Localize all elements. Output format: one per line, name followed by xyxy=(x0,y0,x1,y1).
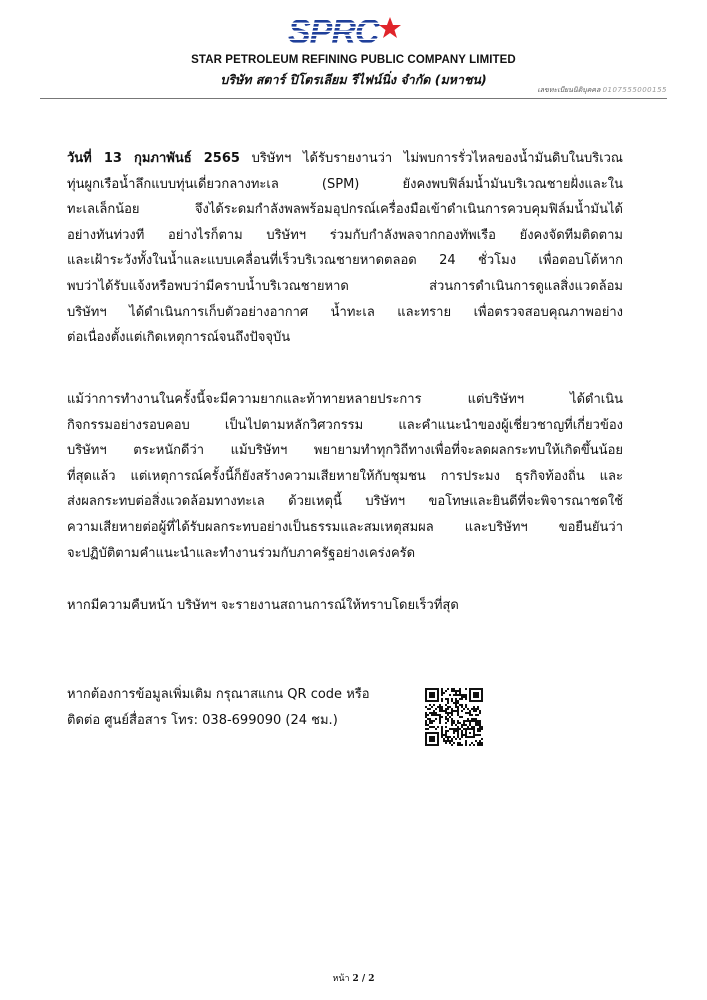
registration-number: 0107555000155 xyxy=(602,86,667,94)
paragraph-status-update xyxy=(67,146,623,351)
company-name-th: บริษัท สตาร์ ปิโตรเลียม รีไฟน์นิ่ง จำกัด (มหาชน) xyxy=(220,72,487,87)
sprc-logo xyxy=(286,12,418,52)
page-count: 2 / 2 xyxy=(352,974,375,984)
paragraph-line: พบว่าได้รับแจ้งหรือพบว่ามีคราบน้ำบริเวณชายหาด ส่วนการดำเนินการดูแลสิ่งแวดล้อม xyxy=(67,278,623,294)
paragraph-line: และเฝ้าระวังทั้งในน้ำและแบบเคลื่อนที่เร็วบริเวณชายหาดตลอด 24 ชั่วโมง เพื่อตอบโต้หาก xyxy=(67,253,623,269)
star-icon xyxy=(379,17,401,38)
paragraph-line: แม้ว่าการทำงานในครั้งนี้จะมีความยากและท้าทายหลายประการ แต่บริษัทฯ ได้ดำเนิน xyxy=(67,392,623,407)
paragraph-line: ส่งผลกระทบต่อสิ่งแวดล้อมทางทะเล ด้วยเหตุนี้ บริษัทฯ ขอโทษและยินดีที่จะพิจารณาชดใช้ xyxy=(67,494,623,510)
logo-text: SPRC xyxy=(288,13,379,51)
paragraph-line: ความเสียหายต่อผู้ที่ได้รับผลกระทบอย่างเป็นธรรมและสมเหตุสมผล และบริษัทฯ ขอยืนยันว่า xyxy=(67,519,623,535)
paragraph-line: ต่อเนื่องตั้งแต่เกิดเหตุการณ์จนถึงปัจจุบัน xyxy=(67,330,291,346)
page-number xyxy=(0,971,707,985)
contact-line: ติดต่อ ศูนย์สื่อสาร โทร: 038-699090 (24 ชม.) xyxy=(67,712,338,728)
paragraph-line: หากมีความคืบหน้า บริษัทฯ จะรายงานสถานการณ์ให้ทราบโดยเร็วที่สุด xyxy=(67,598,459,613)
paragraph-line: บริษัทฯ ได้ดำเนินการเก็บตัวอย่างอากาศ น้ำทะเล และทราย เพื่อตรวจสอบคุณภาพอย่าง xyxy=(67,304,623,320)
report-date: วันที่ 13 กุมภาพันธ์ 2565 xyxy=(67,151,240,166)
paragraph-line: ทุ่นผูกเรือน้ำลึกแบบทุ่นเดี่ยวกลางทะเล (SPM) ยังคงพบฟิล์มน้ำมันบริเวณชายฝั่งและใน xyxy=(67,176,623,192)
registration-row xyxy=(537,85,667,96)
paragraph-line: อย่างทันท่วงที อย่างไรก็ตาม บริษัทฯ ร่วมกับกำลังพลจากกองทัพเรือ ยังคงจัดทีมติดตาม xyxy=(67,227,623,243)
paragraph-line: จะปฏิบัติตามคำแนะนำและทำงานร่วมกับภาครัฐอย่างเคร่งครัด xyxy=(67,545,416,561)
contact-line: หากต้องการข้อมูลเพิ่มเติม กรุณาสแกน QR code หรือ xyxy=(67,687,370,702)
company-name-en: STAR PETROLEUM REFINING PUBLIC COMPANY LIMITED xyxy=(191,54,516,66)
paragraph-line: กิจกรรมอย่างรอบคอบ เป็นไปตามหลักวิศวกรรม และคำแนะนำของผู้เชี่ยวชาญที่เกี่ยวข้อง xyxy=(67,417,623,433)
paragraph-apology xyxy=(67,387,623,566)
paragraph-line: ทะเลเล็กน้อย จึงได้ระดมกำลังพลพร้อมอุปกรณ์เครื่องมือเข้าดำเนินการควบคุมฟิล์มน้ำมันได้ xyxy=(67,202,623,218)
paragraph-line: บริษัทฯ ตระหนักดีว่า แม้บริษัทฯ พยายามทำทุกวิถีทางเพื่อที่จะลดผลกระทบให้เกิดขึ้นน้อย xyxy=(67,443,623,459)
qr-code-icon[interactable] xyxy=(425,688,483,746)
registration-label: เลขทะเบียนนิติบุคคล xyxy=(537,86,601,94)
paragraph-progress xyxy=(67,593,623,619)
paragraph-line: ที่สุดแล้ว แต่เหตุการณ์ครั้งนี้ก็ยังสร้างความเสียหายให้กับชุมชน การประมง ธุรกิจท้องถิ่น และ xyxy=(67,468,623,484)
header-divider xyxy=(40,98,667,99)
contact-block xyxy=(67,682,623,733)
paragraph-line: วันที่ 13 กุมภาพันธ์ 2565 บริษัทฯ ได้รับรายงานว่า ไม่พบการรั่วไหลของน้ำมันดิบในบริเวณ xyxy=(67,151,623,166)
page-label: หน้า xyxy=(332,974,350,984)
